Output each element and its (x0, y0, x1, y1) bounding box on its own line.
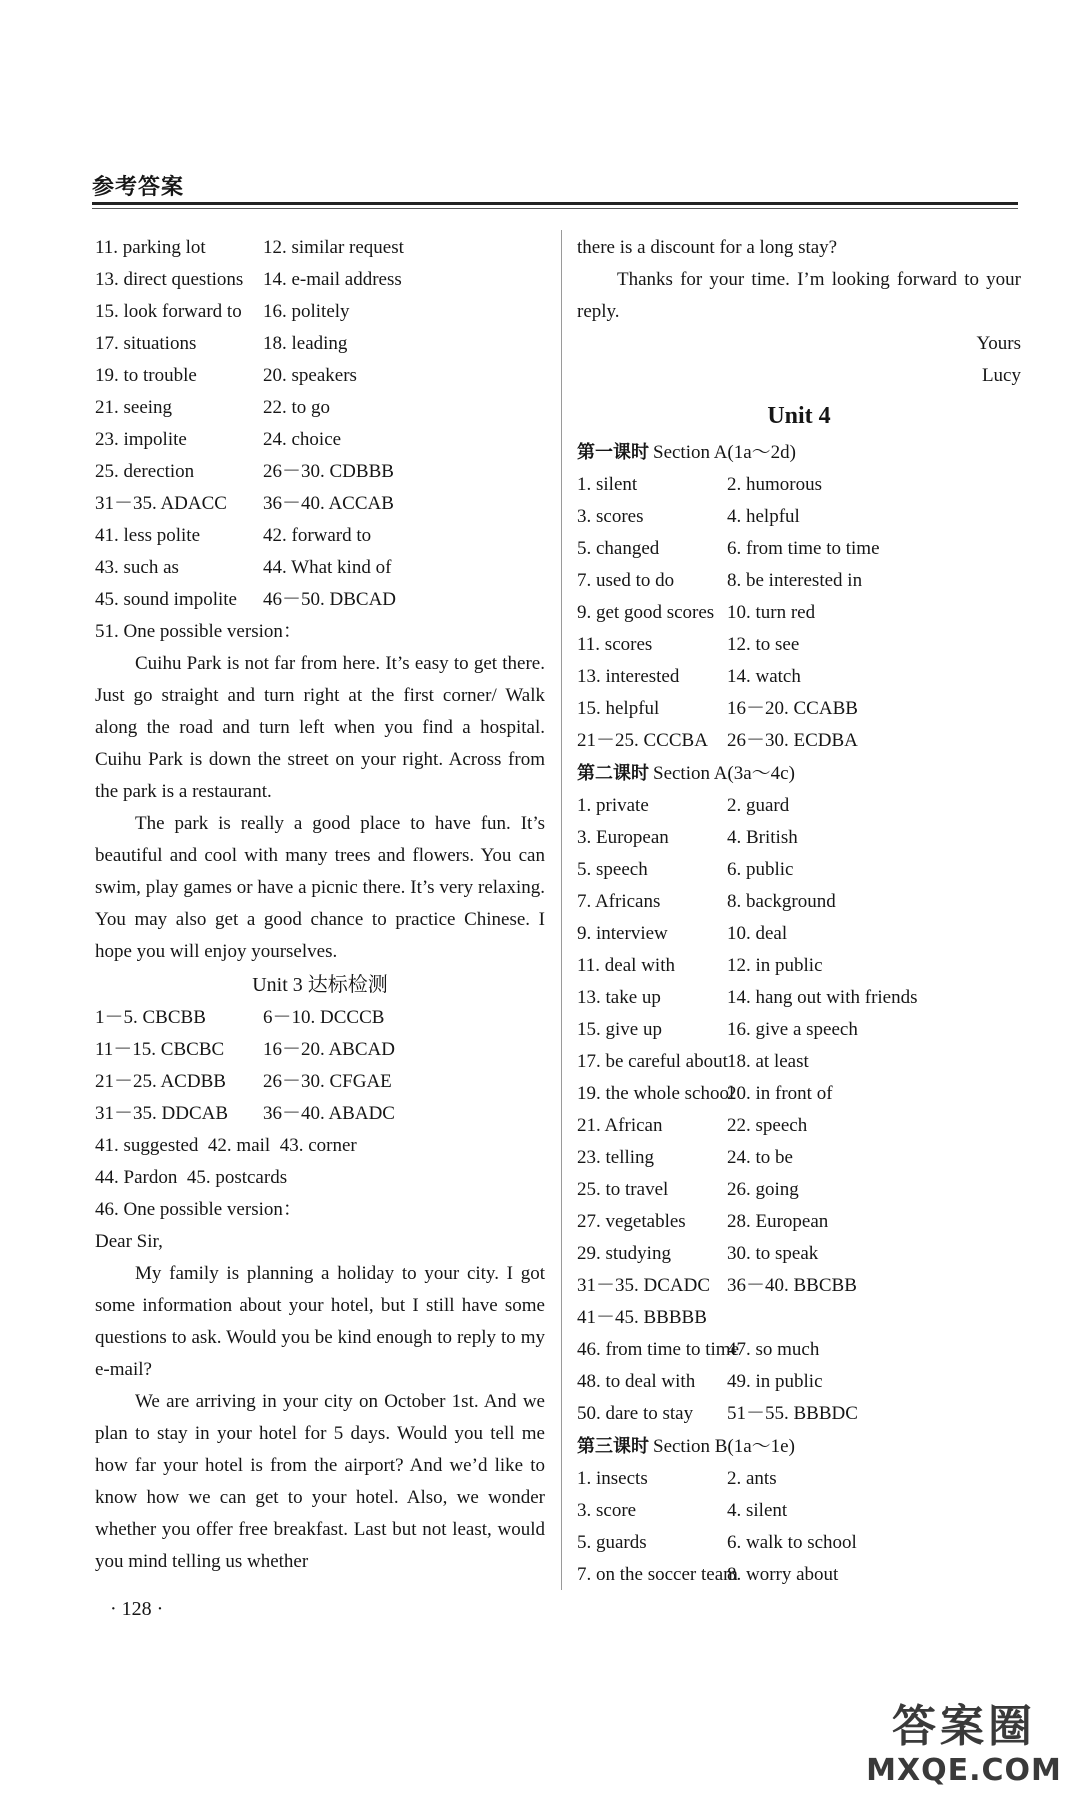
answer-item: 21－25. CCCBA (577, 730, 708, 751)
letter-paragraph-1: My family is planning a holiday to your city. I got some information about your hotel, but I still have some questions to ask. Would you be kind enough to reply to my e-mail? (95, 1263, 545, 1380)
answer-line (577, 1527, 1021, 1559)
answer-line (577, 693, 1021, 725)
answer-item: 23. telling (577, 1147, 655, 1168)
answer-item: 6. walk to school (727, 1532, 857, 1553)
answer-item: 15. look forward to (95, 301, 242, 322)
unit3-test-heading: Unit 3 达标检测 (252, 974, 388, 996)
answer-item: 3. score (577, 1500, 637, 1521)
right-column (577, 232, 1021, 1591)
answer-item: 11. parking lot (95, 237, 206, 258)
answer-item: 14. hang out with friends (727, 987, 918, 1008)
answer-item: 22. to go (263, 397, 331, 418)
answer-item: 51－55. BBBDC (727, 1403, 858, 1424)
answer-item: 18. at least (727, 1051, 809, 1072)
answer-line (577, 597, 1021, 629)
lesson-1-heading (577, 436, 1021, 469)
answer-line (577, 790, 1021, 822)
answer-item: 46. from time to time (577, 1339, 740, 1360)
answer-item: 23. impolite (95, 429, 187, 450)
answer-line (577, 565, 1021, 597)
letter-continuation: there is a discount for a long stay? (577, 237, 838, 258)
answer-item: 19. to trouble (95, 365, 197, 386)
letter-greeting: Dear Sir, (95, 1231, 163, 1252)
answer-line (95, 392, 545, 424)
answer-list-lesson-2 (577, 790, 1021, 1430)
answer-line (577, 1014, 1021, 1046)
answer-line (95, 1098, 545, 1130)
answer-item: 26－30. CFGAE (263, 1071, 392, 1092)
answer-item: 7. Africans (577, 891, 661, 912)
answer-list-a (95, 232, 545, 616)
answer-item: 7. used to do (577, 570, 675, 591)
answer-line (577, 469, 1021, 501)
answer-item: 5. speech (577, 859, 648, 880)
answer-item: 36－40. ACCAB (263, 493, 394, 514)
answer-line (95, 1034, 545, 1066)
answer-item: 11. scores (577, 634, 653, 655)
answer-line (577, 918, 1021, 950)
answer-line (577, 1174, 1021, 1206)
answer-item: 4. silent (727, 1500, 788, 1521)
letter-paragraph-2: We are arriving in your city on October 1st. And we plan to stay in your hotel for 5 days. Would you tell me how far your hotel is from the airport? And we’d like to know how we can get to your hotel. Also, we wonder whether you offer free breakfast. Last but not least, would you mind telling us whether (95, 1391, 545, 1572)
watermark-logo (864, 1700, 1064, 1792)
answer-line (95, 328, 545, 360)
watermark-top-text: 答案圈 (892, 1701, 1036, 1752)
answer-line (95, 1066, 545, 1098)
answer-line (577, 854, 1021, 886)
answer-item: 20. in front of (727, 1083, 833, 1104)
answer-item: 15. helpful (577, 698, 660, 719)
answer-item: 36－40. BBCBB (727, 1275, 857, 1296)
answer-line (577, 501, 1021, 533)
answer-item: 27. vegetables (577, 1211, 686, 1232)
answer-item: 45. sound impolite (95, 589, 237, 610)
answer-line (95, 584, 545, 616)
answer-item: 44. What kind of (263, 557, 392, 578)
answer-item: 31－35. DDCAB (95, 1103, 229, 1124)
answer-item: 21. African (577, 1115, 663, 1136)
answer-item: 25. to travel (577, 1179, 669, 1200)
answer-item: 17. be careful about (577, 1051, 728, 1072)
answer-item: 29. studying (577, 1243, 671, 1264)
answer-item: 8. background (727, 891, 836, 912)
answer-item: 49. in public (727, 1371, 823, 1392)
answer-line (577, 1366, 1021, 1398)
answer-item: 5. guards (577, 1532, 647, 1553)
answer-item: 3. European (577, 827, 669, 848)
page-header-title: 参考答案 (92, 175, 185, 200)
answer-item: 12. similar request (263, 237, 404, 258)
answer-item: 8. be interested in (727, 570, 863, 591)
answer-line (95, 296, 545, 328)
answer-item: 14. watch (727, 666, 801, 687)
answer-item: 48. to deal with (577, 1371, 696, 1392)
answer-item: 25. derection (95, 461, 195, 482)
answer-line (577, 533, 1021, 565)
letter-signature: Lucy (981, 365, 1021, 386)
answer-item: 5. changed (577, 538, 660, 559)
answer-item: 6－10. DCCCB (263, 1007, 385, 1028)
answer-line (577, 1078, 1021, 1110)
item-51-label: 51. One possible version： (95, 621, 302, 642)
answer-item: 24. to be (727, 1147, 793, 1168)
answer-item: 30. to speak (727, 1243, 819, 1264)
answer-item: 17. situations (95, 333, 197, 354)
answer-item: 1. silent (577, 474, 638, 495)
answer-line (95, 424, 545, 456)
answer-item: 12. in public (727, 955, 823, 976)
answer-item: 2. ants (727, 1468, 777, 1489)
answer-line (95, 360, 545, 392)
answer-line (577, 725, 1021, 757)
answer-item: 47. so much (727, 1339, 820, 1360)
answer-item: 26－30. ECDBA (727, 730, 858, 751)
answer-item: 2. humorous (727, 474, 822, 495)
answer-line (95, 552, 545, 584)
answer-line (95, 1002, 545, 1034)
answer-line (577, 1142, 1021, 1174)
answer-item: 9. get good scores (577, 602, 715, 623)
answer-item: 6. public (727, 859, 794, 880)
answer-line (577, 1495, 1021, 1527)
answer-line (577, 1302, 1021, 1334)
answer-item: 31－35. DCADC (577, 1275, 711, 1296)
answer-item: 22. speech (727, 1115, 808, 1136)
answer-item: 15. give up (577, 1019, 662, 1040)
letter-closing: Yours (976, 333, 1021, 354)
answer-line (577, 1559, 1021, 1591)
answer-item: 26－30. CDBBB (263, 461, 394, 482)
answer-item: 11. deal with (577, 955, 675, 976)
answer-item: 18. leading (263, 333, 348, 354)
answer-item: 41. less polite (95, 525, 201, 546)
lesson-3-label: 第三课时 (577, 1436, 649, 1457)
answer-item: 16－20. ABCAD (263, 1039, 395, 1060)
answer-line (577, 1110, 1021, 1142)
answer-item: 46－50. DBCAD (263, 589, 397, 610)
answer-item: 10. deal (727, 923, 788, 944)
lesson-3-section: Section B(1a～1e) (653, 1436, 795, 1457)
answer-item: 2. guard (727, 795, 790, 816)
answer-item: 7. on the soccer team (577, 1564, 738, 1585)
answer-item: 8. worry about (727, 1564, 839, 1585)
watermark-bottom-text: MXQE.COM (866, 1753, 1062, 1788)
answer-item: 4. British (727, 827, 798, 848)
answer-item: 21. seeing (95, 397, 173, 418)
answer-item: 43. such as (95, 557, 179, 578)
answer-item: 28. European (727, 1211, 829, 1232)
answer-item: 1. private (577, 795, 649, 816)
answer-line-41-43: 41. suggested 42. mail 43. corner (95, 1135, 357, 1156)
answer-item: 13. take up (577, 987, 661, 1008)
answer-item: 31－35. ADACC (95, 493, 227, 514)
answer-line (95, 456, 545, 488)
header-rule-thin (92, 208, 1018, 209)
answer-line (577, 1206, 1021, 1238)
answer-list-b (95, 1002, 545, 1130)
answer-item: 1. insects (577, 1468, 648, 1489)
lesson-1-label: 第一课时 (577, 442, 649, 463)
answer-item: 21－25. ACDBB (95, 1071, 226, 1092)
answer-item: 3. scores (577, 506, 644, 527)
answer-line (95, 264, 545, 296)
answer-item: 6. from time to time (727, 538, 880, 559)
answer-item: 41－45. BBBBB (577, 1307, 707, 1328)
answer-list-lesson-3 (577, 1463, 1021, 1591)
answer-line (577, 661, 1021, 693)
lesson-2-heading (577, 757, 1021, 790)
unit-title: Unit 4 (767, 403, 831, 429)
answer-line (577, 1463, 1021, 1495)
answer-line (577, 1270, 1021, 1302)
answer-item: 19. the whole school (577, 1083, 735, 1104)
answer-line (577, 982, 1021, 1014)
answer-line (577, 822, 1021, 854)
answer-item: 16. politely (263, 301, 350, 322)
page-number: · 128 · (110, 1598, 164, 1620)
answer-item: 4. helpful (727, 506, 800, 527)
answer-line (577, 886, 1021, 918)
answer-line-44-45: 44. Pardon 45. postcards (95, 1167, 288, 1188)
answer-item: 1－5. CBCBB (95, 1007, 206, 1028)
lesson-2-section: Section A(3a～4c) (653, 763, 795, 784)
lesson-3-heading (577, 1430, 1021, 1463)
letter-paragraph-3: Thanks for your time. I’m looking forward to your reply. (577, 269, 1021, 322)
answer-line (577, 1334, 1021, 1366)
answer-item: 20. speakers (263, 365, 357, 386)
answer-line (95, 520, 545, 552)
lesson-2-label: 第二课时 (577, 763, 649, 784)
answer-item: 16. give a speech (727, 1019, 858, 1040)
answer-item: 11－15. CBCBC (95, 1039, 225, 1060)
answer-line (577, 1238, 1021, 1270)
answer-item: 42. forward to (263, 525, 372, 546)
column-divider (561, 230, 562, 1590)
answer-item: 14. e-mail address (263, 269, 402, 290)
answer-item: 13. interested (577, 666, 680, 687)
answer-item: 16－20. CCABB (727, 698, 858, 719)
essay-paragraph-1: Cuihu Park is not far from here. It’s easy to get there. Just go straight and turn right at the first corner/ Walk along the road and turn left when you find a hospital. Cuihu Park is down the street on your right. Across from the park is a restaurant. (95, 653, 545, 802)
answer-line (577, 950, 1021, 982)
left-column (95, 232, 545, 1578)
answer-list-lesson-1 (577, 469, 1021, 757)
answer-line (577, 1398, 1021, 1430)
answer-line (95, 488, 545, 520)
answer-item: 24. choice (263, 429, 342, 450)
answer-item: 12. to see (727, 634, 800, 655)
answer-line (577, 1046, 1021, 1078)
lesson-1-section: Section A(1a～2d) (653, 442, 797, 463)
essay-paragraph-2: The park is really a good place to have fun. It’s beautiful and cool with many trees and flowers. You can swim, play games or have a picnic there. It’s very relaxing. You may also get a good chance to practice Chinese. I hope you will enjoy yourselves. (95, 813, 545, 962)
answer-item: 26. going (727, 1179, 799, 1200)
answer-item: 13. direct questions (95, 269, 244, 290)
answer-item: 50. dare to stay (577, 1403, 694, 1424)
answer-line (577, 629, 1021, 661)
answer-line (95, 232, 545, 264)
answer-item: 9. interview (577, 923, 668, 944)
answer-item: 10. turn red (727, 602, 816, 623)
item-46-label: 46. One possible version： (95, 1199, 302, 1220)
answer-item: 36－40. ABADC (263, 1103, 395, 1124)
header-rule (92, 202, 1018, 205)
